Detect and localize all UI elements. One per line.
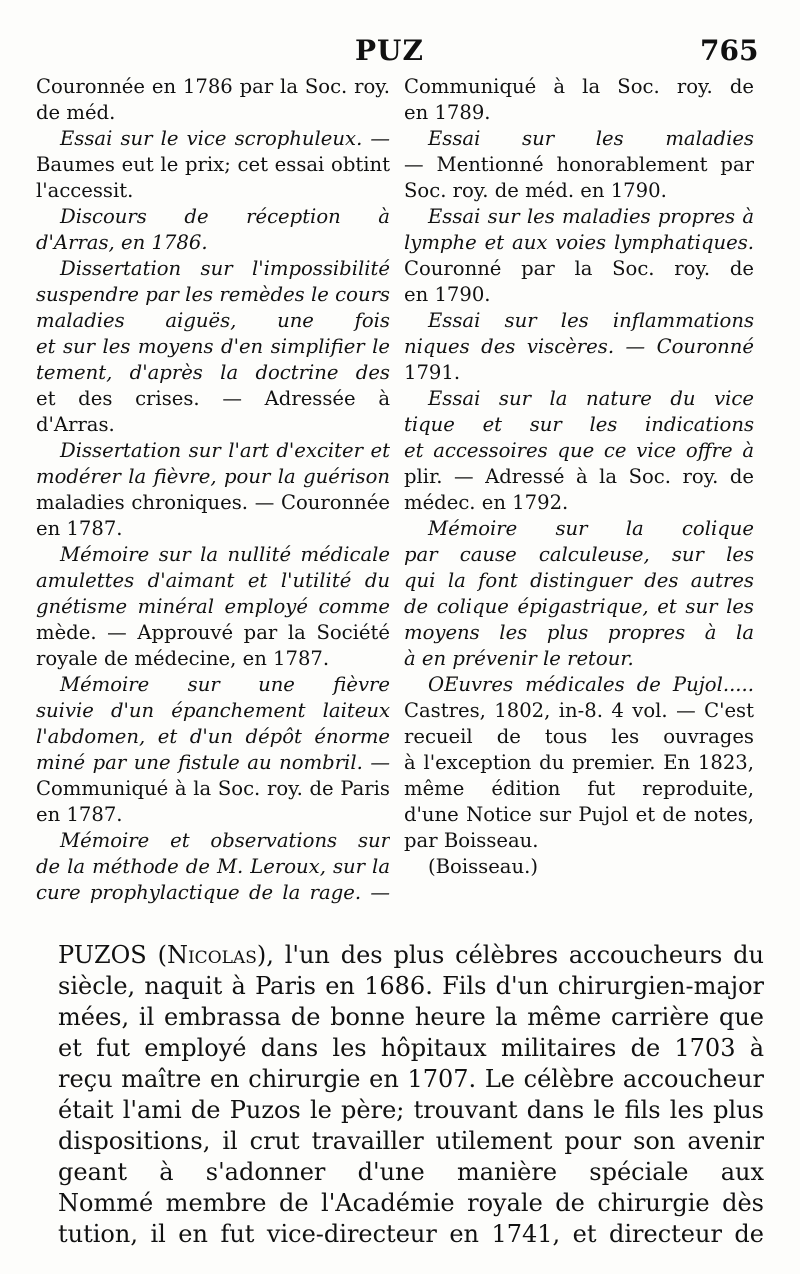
article-line: reçu maître en chirurgie en 1707. Le célèbre accoucheur <box>58 1065 764 1093</box>
text-line: Dissertation sur l'art d'exciter et <box>60 439 390 462</box>
running-head: PUZ <box>355 34 424 67</box>
text-line: — Mentionné honorablement par <box>404 153 754 176</box>
text-line: Essai sur les maladies propres à <box>428 205 754 228</box>
text-line: à l'exception du premier. En 1823, <box>404 751 754 774</box>
text-line: à en prévenir le retour. <box>404 647 634 670</box>
article-headword: PUZOS <box>58 941 147 969</box>
right-column <box>404 74 754 880</box>
text-line: Essai sur le vice scrophuleux. — <box>60 127 390 150</box>
text-line: Soc. roy. de méd. en 1790. <box>404 179 667 202</box>
text-line: Baumes eut le prix; cet essai obtint <box>36 153 390 176</box>
text-line: modérer la fièvre, pour la guérison <box>36 465 390 488</box>
text-line: Essai sur les maladies <box>428 127 754 150</box>
text-line: cure prophylactique de la rage. — <box>36 881 390 904</box>
article-line: dispositions, il crut travailler utilement pour son avenir <box>58 1127 764 1155</box>
text-line: mède. — Approuvé par la Société <box>36 621 390 644</box>
article-line: geant à s'adonner d'une manière spéciale aux <box>58 1158 764 1186</box>
article-line: siècle, naquit à Paris en 1686. Fils d'un chirurgien-major <box>58 972 764 1000</box>
text-line: de méd. <box>36 101 116 124</box>
text-line: moyens les plus propres à la <box>404 621 754 644</box>
text-line: Mémoire et observations sur <box>60 829 390 852</box>
text-line: maladies chroniques. — Couronnée <box>36 491 390 514</box>
text-line: suivie d'un épanchement laiteux <box>36 699 390 722</box>
article-line: et fut employé dans les hôpitaux militaires de 1703 à <box>58 1034 764 1062</box>
text-line: royale de médecine, en 1787. <box>36 647 330 670</box>
text-line: l'accessit. <box>36 179 134 202</box>
text-line: d'Arras, en 1786. <box>36 231 208 254</box>
text-line: amulettes d'aimant et l'utilité du <box>36 569 390 592</box>
text-line: Essai sur les inflammations <box>428 309 754 332</box>
text-line: maladies aiguës, une fois <box>36 309 390 332</box>
text-line: recueil de tous les ouvrages <box>404 725 754 748</box>
text-line: niques des viscères. — Couronné <box>404 335 754 358</box>
text-line: même édition fut reproduite, <box>404 777 754 800</box>
puzos-article <box>58 940 764 1250</box>
text-line: Communiqué à la Soc. roy. de <box>404 75 754 98</box>
text-line: plir. — Adressé à la Soc. roy. de <box>404 465 754 488</box>
text-line: par cause calculeuse, sur les <box>404 543 754 566</box>
text-line: 1791. <box>404 361 461 384</box>
text-line: Mémoire sur la colique <box>428 517 754 540</box>
left-column <box>36 74 390 906</box>
text-line: et sur les moyens d'en simplifier le <box>36 335 390 358</box>
article-forename: Nicolas <box>166 941 257 969</box>
article-line: mées, il embrassa de bonne heure la même carrière que <box>58 1003 764 1031</box>
text-line: d'une Notice sur Pujol et de notes, <box>404 803 754 826</box>
text-line: Mémoire sur une fièvre <box>60 673 390 696</box>
text-line: et accessoires que ce vice offre à <box>404 439 754 462</box>
text-line: Essai sur la nature du vice <box>428 387 754 410</box>
article-line: Nommé membre de l'Académie royale de chirurgie dès <box>58 1189 764 1217</box>
text-line: d'Arras. <box>36 413 115 436</box>
text-line: tement, d'après la doctrine des <box>36 361 390 384</box>
text-line: de la méthode de M. Leroux, sur la <box>36 855 390 878</box>
text-line: l'abdomen, et d'un dépôt énorme <box>36 725 390 748</box>
article-line: tution, il en fut vice-directeur en 1741, et directeur de <box>58 1220 764 1248</box>
article-line: était l'ami de Puzos le père; trouvant dans le fils les plus <box>58 1096 764 1124</box>
text-line: Dissertation sur l'impossibilité <box>60 257 390 280</box>
text-line: Couronnée en 1786 par la Soc. roy. <box>36 75 390 98</box>
article-first-line: PUZOS (Nicolas), l'un des plus célèbres accoucheurs du <box>58 940 764 971</box>
text-line: Communiqué à la Soc. roy. de Paris <box>36 777 390 800</box>
text-line: en 1787. <box>36 803 123 826</box>
article-first-line-rest: , l'un des plus célèbres accoucheurs du <box>266 941 764 969</box>
text-line: (Boisseau.) <box>428 855 538 878</box>
text-line: suspendre par les remèdes le cours <box>36 283 390 306</box>
text-line: médec. en 1792. <box>404 491 569 514</box>
text-line: Discours de réception à <box>60 205 390 228</box>
article-body <box>58 971 764 1250</box>
text-line: qui la font distinguer des autres <box>404 569 754 592</box>
text-line: par Boisseau. <box>404 829 539 852</box>
text-line: Castres, 1802, in-8. 4 vol. — C'est <box>404 699 754 722</box>
text-line: et des crises. — Adressée à <box>36 387 390 410</box>
text-line: en 1790. <box>404 283 491 306</box>
page-number: 765 <box>700 34 759 67</box>
text-line: de colique épigastrique, et sur les <box>404 595 754 618</box>
text-line: lymphe et aux voies lymphatiques. <box>404 231 754 254</box>
text-line: en 1789. <box>404 101 491 124</box>
text-line: en 1787. <box>36 517 123 540</box>
text-line: Couronné par la Soc. roy. de <box>404 257 754 280</box>
text-line: OEuvres médicales de Pujol..... <box>428 673 754 696</box>
text-line: miné par une fistule au nombril. — <box>36 751 390 774</box>
text-line: gnétisme minéral employé comme <box>36 595 390 618</box>
text-line: tique et sur les indications <box>404 413 754 436</box>
text-line: Mémoire sur la nullité médicale <box>60 543 390 566</box>
